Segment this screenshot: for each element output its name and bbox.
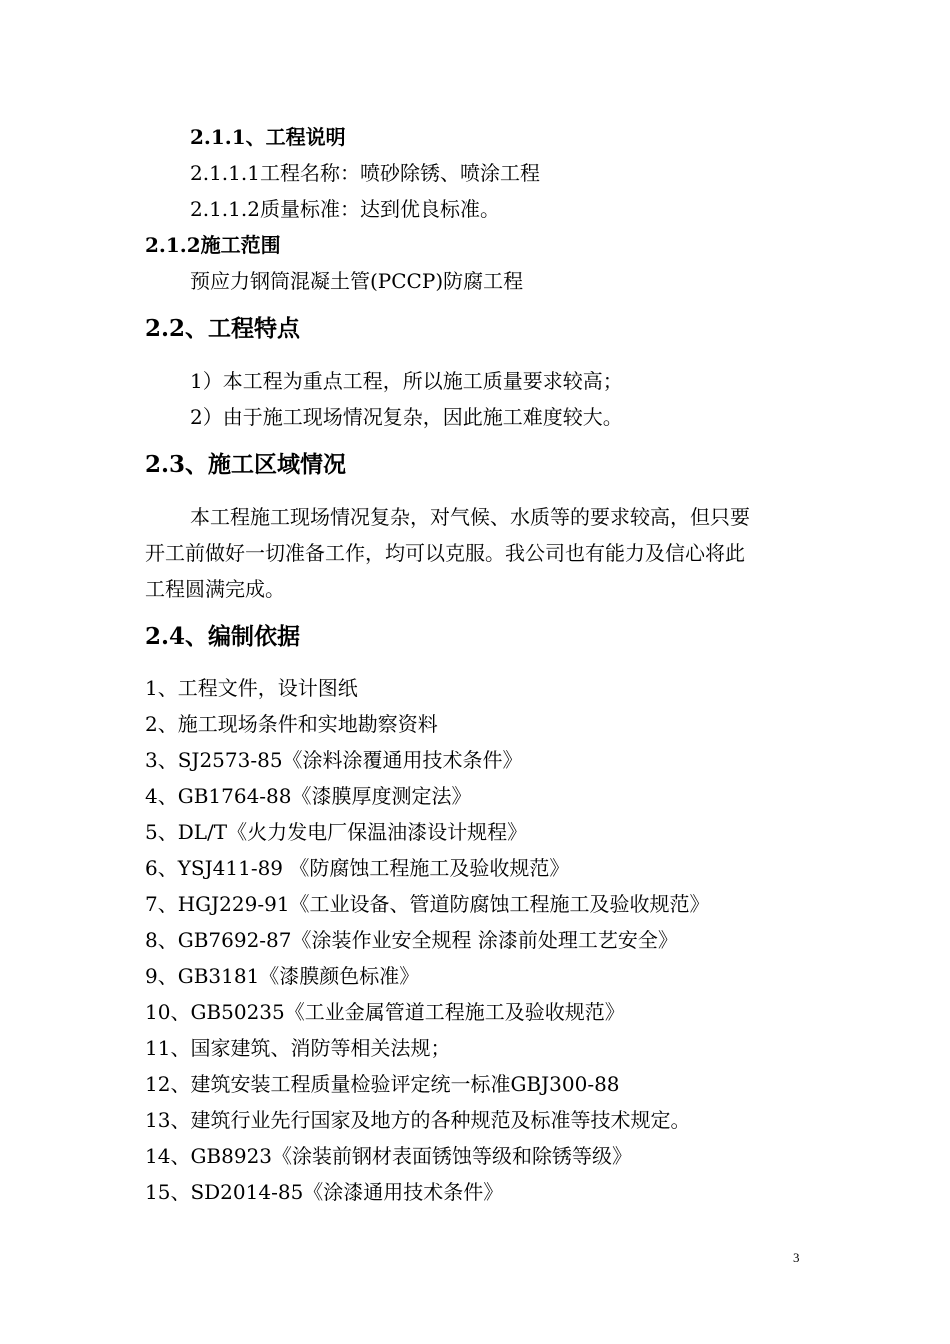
basis-item: 9、GB3181《漆膜颜色标准》 bbox=[145, 964, 420, 988]
basis-item: 5、DL/T《火力发电厂保温油漆设计规程》 bbox=[145, 820, 528, 844]
basis-item: 7、HGJ229-91《工业设备、管道防腐蚀工程施工及验收规范》 bbox=[145, 892, 710, 916]
heading-2-2: 2.2、工程特点 bbox=[145, 315, 301, 342]
heading-2-1-2: 2.1.2施工范围 bbox=[145, 233, 281, 257]
paragraph-line: 开工前做好一切准备工作，均可以克服。我公司也有能力及信心将此 bbox=[145, 541, 745, 565]
basis-item: 13、建筑行业先行国家及地方的各种规范及标准等技术规定。 bbox=[145, 1108, 691, 1132]
page-number: 3 bbox=[793, 1250, 800, 1265]
heading-2-3: 2.3、施工区域情况 bbox=[145, 451, 347, 478]
basis-item: 6、YSJ411-89 《防腐蚀工程施工及验收规范》 bbox=[145, 856, 570, 880]
scope-text: 预应力钢筒混凝土管(PCCP)防腐工程 bbox=[190, 269, 524, 293]
basis-item: 3、SJ2573-85《涂料涂覆通用技术条件》 bbox=[145, 748, 523, 772]
heading-2-1-1: 2.1.1、工程说明 bbox=[190, 125, 346, 149]
item-2-1-1-1: 2.1.1.1工程名称：喷砂除锈、喷涂工程 bbox=[190, 161, 540, 185]
point-item: 1）本工程为重点工程，所以施工质量要求较高； bbox=[190, 369, 623, 393]
heading-2-4: 2.4、编制依据 bbox=[145, 623, 301, 650]
basis-item: 14、GB8923《涂装前钢材表面锈蚀等级和除锈等级》 bbox=[145, 1144, 633, 1168]
basis-item: 10、GB50235《工业金属管道工程施工及验收规范》 bbox=[145, 1000, 625, 1024]
basis-item: 11、国家建筑、消防等相关法规； bbox=[145, 1036, 451, 1060]
item-2-1-1-2: 2.1.1.2质量标准：达到优良标准。 bbox=[190, 197, 500, 221]
basis-item: 2、施工现场条件和实地勘察资料 bbox=[145, 712, 438, 736]
basis-item: 4、GB1764-88《漆膜厚度测定法》 bbox=[145, 784, 472, 808]
point-item: 2）由于施工现场情况复杂，因此施工难度较大。 bbox=[190, 405, 623, 429]
paragraph-line: 工程圆满完成。 bbox=[145, 577, 285, 601]
paragraph-line: 本工程施工现场情况复杂，对气候、水质等的要求较高，但只要 bbox=[190, 505, 750, 529]
basis-item: 8、GB7692-87《涂装作业安全规程 涂漆前处理工艺安全》 bbox=[145, 928, 678, 952]
basis-item: 15、SD2014-85《涂漆通用技术条件》 bbox=[145, 1180, 504, 1204]
basis-item: 1、工程文件，设计图纸 bbox=[145, 676, 358, 700]
basis-item: 12、建筑安装工程质量检验评定统一标准GBJ300-88 bbox=[145, 1072, 620, 1096]
